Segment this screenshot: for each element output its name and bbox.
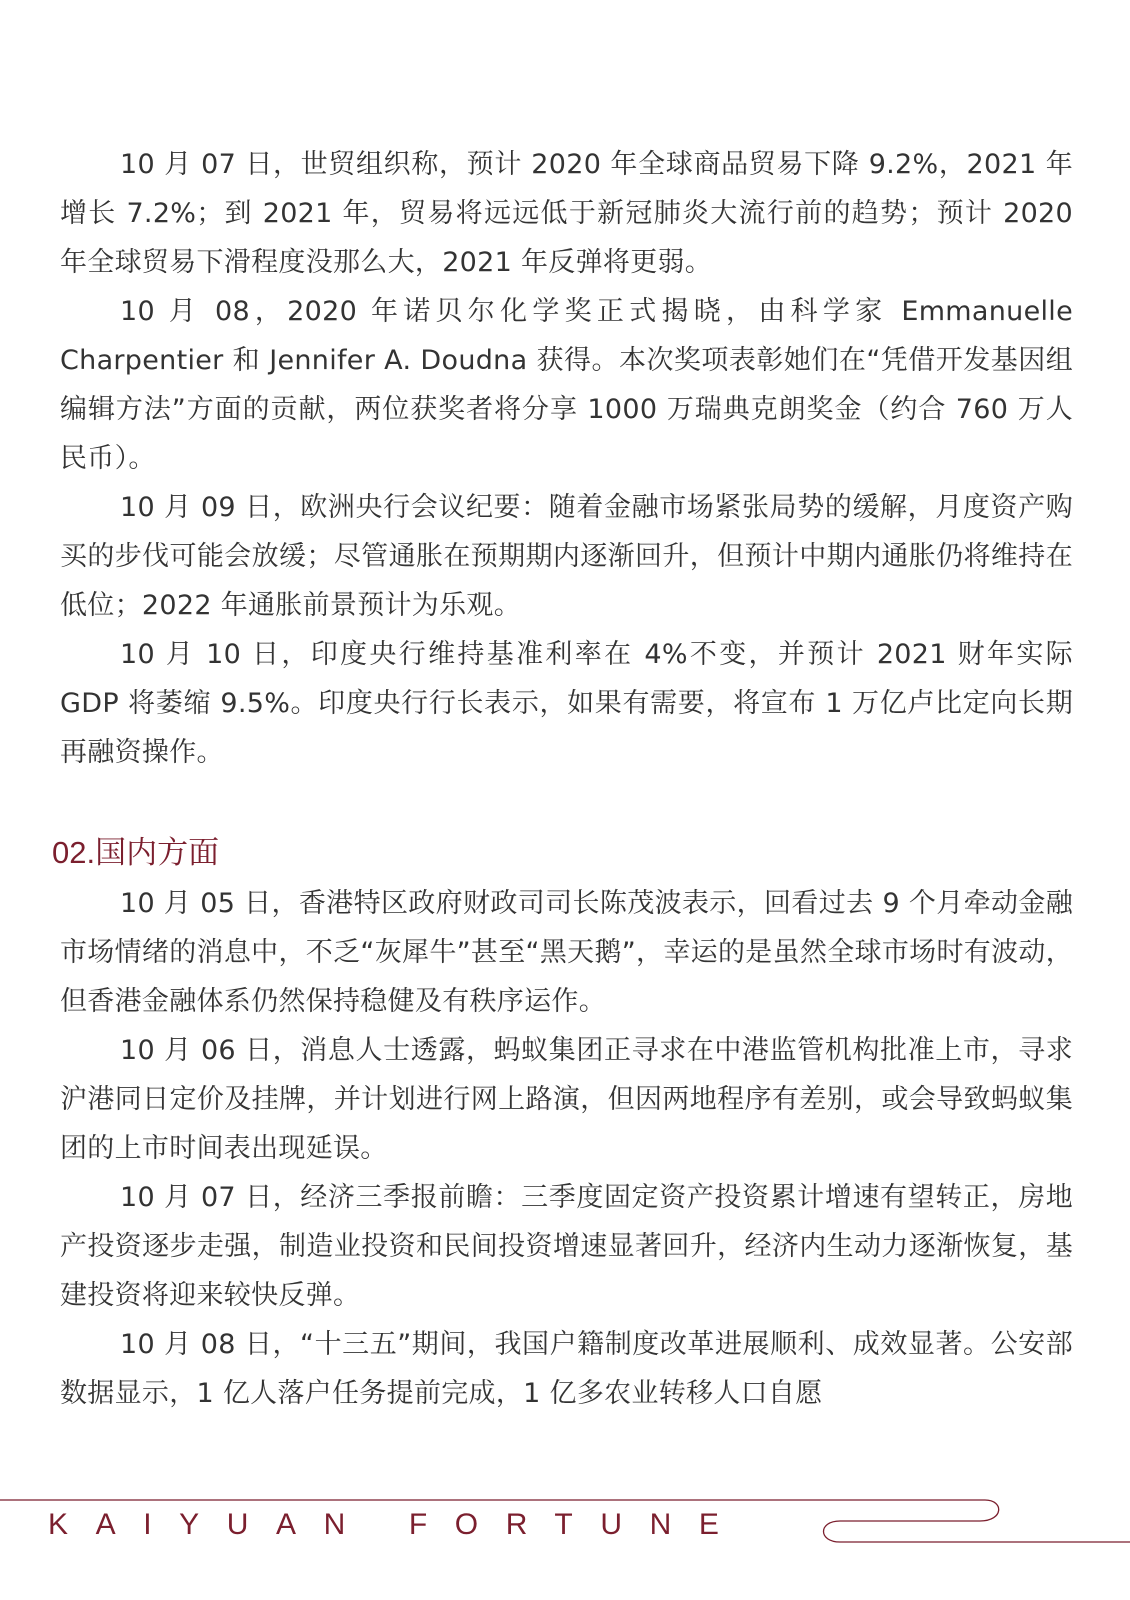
paragraph-domestic-3: 10 月 07 日，经济三季报前瞻：三季度固定资产投资累计增速有望转正，房地产投资逐步走强，制造业投资和民间投资增速显著回升，经济内生动力逐渐恢复，基建投资将迎来较快反弹。: [60, 1182, 1073, 1311]
footer-swoosh: [824, 1500, 1130, 1542]
paragraph-intl-4: 10 月 10 日，印度央行维持基准利率在 4%不变，并预计 2021 财年实际 GDP 将萎缩 9.5%。印度央行行长表示，如果有需要，将宣布 1 万亿卢比定向长期再融资操作。: [60, 639, 1073, 768]
paragraph-domestic-2: 10 月 06 日，消息人士透露，蚂蚁集团正寻求在中港监管机构批准上市，寻求沪港同日定价及挂牌，并计划进行网上路演，但因两地程序有差别，或会导致蚂蚁集团的上市时间表出现延误。: [60, 1035, 1073, 1164]
paragraph-intl-2: 10 月 08，2020 年诺贝尔化学奖正式揭晓，由科学家 Emmanuelle Charpentier 和 Jennifer A. Doudna 获得。本次奖项表彰她们在“凭借开发基因组编辑方法”方面的贡献，两位获奖者将分享 1000 万瑞典克朗奖金（约合 760 万人民币）。: [60, 296, 1073, 474]
paragraph-domestic-1: 10 月 05 日，香港特区政府财政司司长陈茂波表示，回看过去 9 个月牵动金融市场情绪的消息中，不乏“灰犀牛”甚至“黑天鹅”，幸运的是虽然全球市场时有波动，但香港金融体系仍然保持稳健及有秩序运作。: [60, 888, 1073, 1017]
paragraph-intl-3: 10 月 09 日，欧洲央行会议纪要：随着金融市场紧张局势的缓解，月度资产购买的步伐可能会放缓；尽管通胀在预期期内逐渐回升，但预计中期内通胀仍将维持在低位；2022 年通胀前景预计为乐观。: [60, 492, 1073, 621]
paragraph-intl-1: 10 月 07 日，世贸组织称，预计 2020 年全球商品贸易下降 9.2%，2021 年增长 7.2%；到 2021 年，贸易将远远低于新冠肺炎大流行前的趋势；预计 2020 年全球贸易下滑程度没那么大，2021 年反弹将更弱。: [60, 149, 1073, 278]
article-body: [52, 140, 1073, 1418]
section-title-domestic: 02.国内方面: [52, 835, 220, 870]
footer-brand: KAIYUAN FORTUNE: [48, 1508, 747, 1541]
page-footer: [0, 1495, 1130, 1555]
paragraph-domestic-4: 10 月 08 日，“十三五”期间，我国户籍制度改革进展顺利、成效显著。公安部数据显示，1 亿人落户任务提前完成，1 亿多农业转移人口自愿: [60, 1329, 1073, 1409]
